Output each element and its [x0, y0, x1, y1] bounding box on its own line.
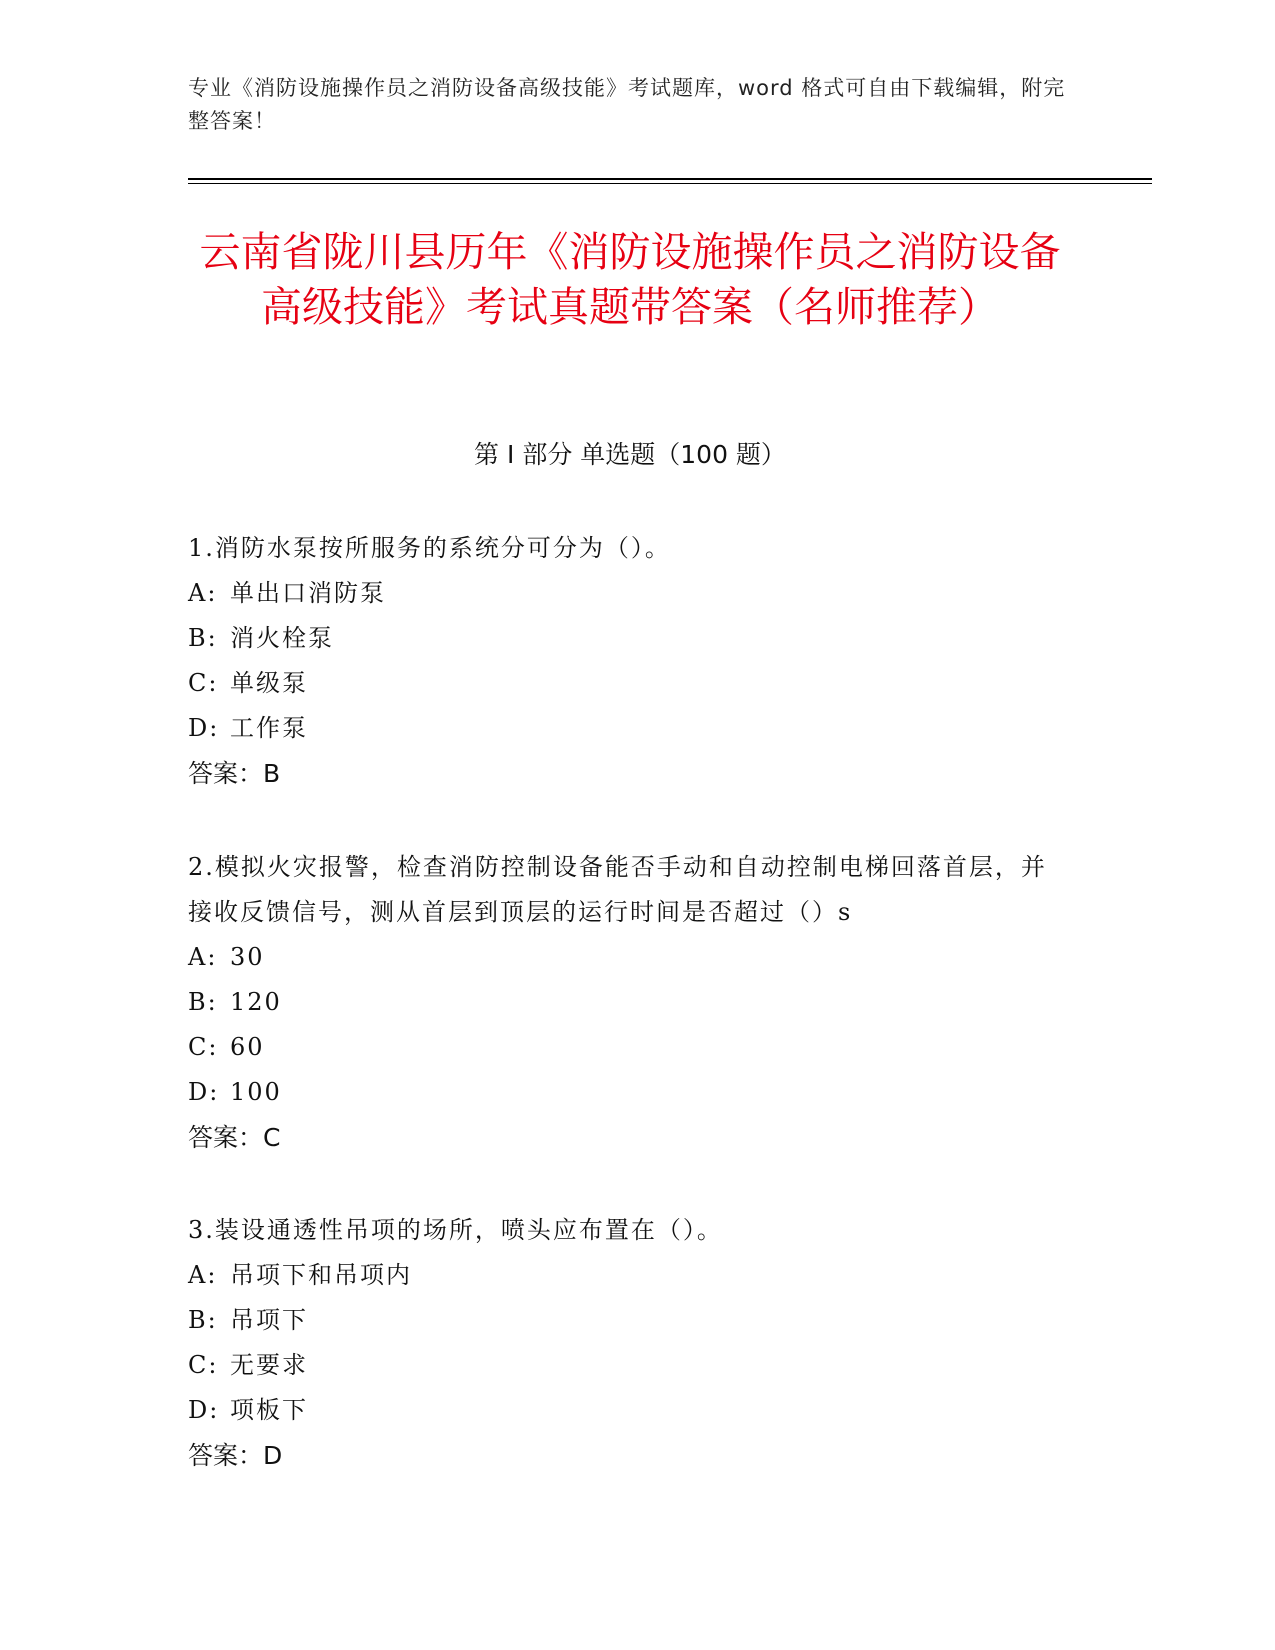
header-rule-thin: [188, 183, 1152, 184]
option-letter: A:: [188, 1261, 218, 1289]
option-letter: C:: [188, 1351, 219, 1379]
option-text: 项板下: [230, 1396, 308, 1424]
option-text: 60: [230, 1033, 265, 1061]
answer-prefix: 答案：: [188, 1441, 264, 1470]
option-text: 工作泵: [230, 714, 308, 742]
option-letter: A:: [188, 943, 218, 971]
option-letter: D:: [188, 1396, 220, 1424]
option-c: [188, 1025, 1068, 1070]
option-c: [188, 661, 1068, 706]
answer-prefix: 答案：: [188, 1123, 264, 1152]
option-letter: C:: [188, 1033, 219, 1061]
option-c: [188, 1343, 1068, 1388]
option-b: [188, 1298, 1068, 1343]
option-text: 单出口消防泵: [230, 579, 386, 607]
document-title: 云南省陇川县历年《消防设施操作员之消防设备高级技能》考试真题带答案（名师推荐）: [199, 228, 1061, 331]
option-text: 120: [230, 988, 282, 1016]
option-b: [188, 980, 1068, 1025]
option-a: [188, 571, 1068, 616]
question-3: [188, 1208, 1068, 1478]
answer-line: [188, 1433, 1068, 1478]
answer-line: [188, 1115, 1068, 1160]
answer-value: D: [263, 1441, 283, 1470]
option-text: 单级泵: [230, 669, 308, 697]
answer-value: B: [263, 759, 281, 788]
question-stem: 1.消防水泵按所服务的系统分可分为（）。: [188, 534, 671, 562]
option-letter: B:: [188, 1306, 218, 1334]
option-text: 吊项下: [230, 1306, 308, 1334]
question-2: [188, 845, 1068, 1160]
option-d: [188, 1070, 1068, 1115]
option-letter: B:: [188, 988, 218, 1016]
question-stem: 2.模拟火灾报警，检查消防控制设备能否手动和自动控制电梯回落首层，并接收反馈信号，测从首层到顶层的运行时间是否超过（）s: [188, 853, 1047, 926]
option-letter: D:: [188, 1078, 220, 1106]
option-text: 消火栓泵: [230, 624, 334, 652]
option-letter: A:: [188, 579, 218, 607]
header-note: 专业《消防设施操作员之消防设备高级技能》考试题库，word 格式可自由下载编辑，附完整答案！: [188, 76, 1066, 133]
option-text: 吊项下和吊项内: [230, 1261, 412, 1289]
question-1: [188, 526, 1068, 796]
option-d: [188, 706, 1068, 751]
question-stem: 3.装设通透性吊项的场所，喷头应布置在（）。: [188, 1216, 723, 1244]
option-letter: B:: [188, 624, 218, 652]
option-b: [188, 616, 1068, 661]
option-text: 无要求: [230, 1351, 308, 1379]
answer-line: [188, 751, 1068, 796]
option-letter: C:: [188, 669, 219, 697]
answer-value: C: [263, 1123, 281, 1152]
answer-prefix: 答案：: [188, 759, 264, 788]
header-rule-thick: [188, 178, 1152, 180]
option-text: 30: [230, 943, 265, 971]
option-a: [188, 935, 1068, 980]
option-a: [188, 1253, 1068, 1298]
section-title: 第 I 部分 单选题（100 题）: [474, 440, 786, 469]
option-d: [188, 1388, 1068, 1433]
option-text: 100: [230, 1078, 282, 1106]
option-letter: D:: [188, 714, 220, 742]
